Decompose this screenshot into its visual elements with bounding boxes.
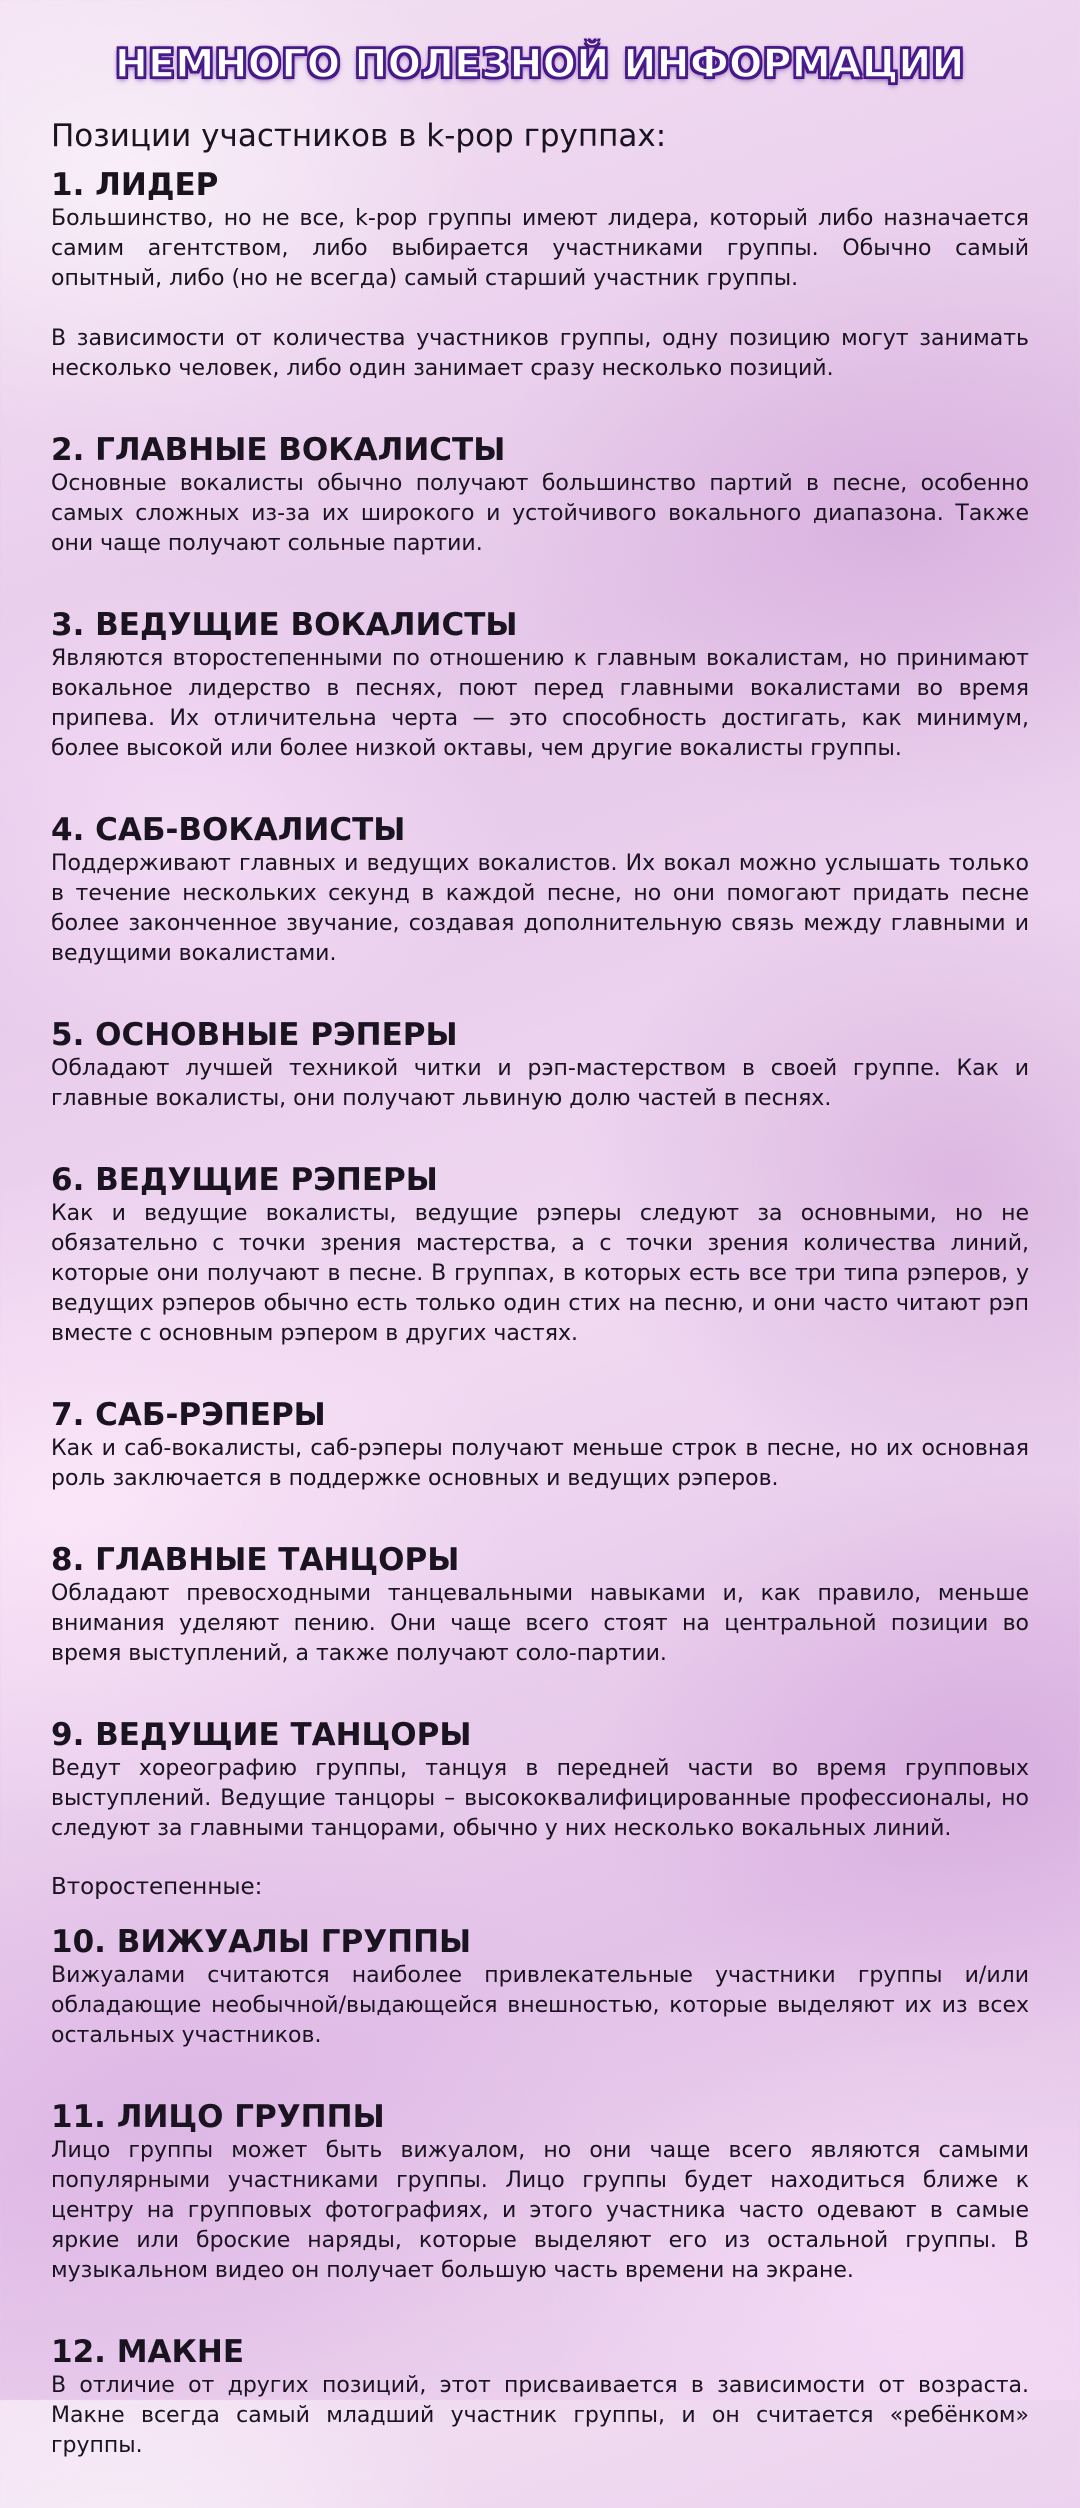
section-sub-rappers [51,1396,1029,1494]
section-heading: 1. ЛИДЕР [51,167,219,203]
section-visuals [51,1923,1029,2051]
section-text: Основные вокалисты обычно получают большинство партий в песне, особенно самых сложных из-за их широкого и устойчивого вокального диапазона. Также они чаще получают сольные партии. [51,471,1029,556]
section-text: Ведут хореографию группы, танцуя в передней части во время групповых выступлений. Ведущие танцоры – высококвалифицированные профессионалы, но следуют за главными танцорами, обычно у них несколько вокальных линий. [51,1756,1029,1841]
section-lead-dancers [51,1716,1029,1844]
section-sub-vocalists [51,811,1029,969]
section-heading: 12. МАКНЕ [51,2334,245,2370]
intro-heading: Позиции участников в k-pop группах: [51,118,667,154]
section-heading: 3. ВЕДУЩИЕ ВОКАЛИСТЫ [51,607,518,643]
banner-title: НЕМНОГО ПОЛЕЗНОЙ ИНФОРМАЦИИ [115,42,965,87]
section-heading: 9. ВЕДУЩИЕ ТАНЦОРЫ [51,1717,472,1753]
section-heading: 2. ГЛАВНЫЕ ВОКАЛИСТЫ [51,432,506,468]
section-lead-rappers [51,1161,1029,1349]
section-text: Вижуалами считаются наиболее привлекательные участники группы и/или обладающие необычной/выдающейся внешностью, которые выделяют их из всех остальных участников. [51,1963,1029,2048]
section-heading: 10. ВИЖУАЛЫ ГРУППЫ [51,1924,472,1960]
section-heading: 7. САБ-РЭПЕРЫ [51,1397,326,1433]
section-main-rappers [51,1016,1029,1114]
section-heading: 8. ГЛАВНЫЕ ТАНЦОРЫ [51,1542,460,1578]
section-text: Как и ведущие вокалисты, ведущие рэперы следуют за основными, но не обязательно с точки зрения мастерства, а с точки зрения количества линий, которые они получают в песне. В группах, в которых есть все три типа рэперов, у ведущих рэперов обычно есть только один стих на песню, и они часто читают рэп вместе с основным рэпером в других частях. [51,1201,1029,1346]
section-lead-vocalists [51,606,1029,764]
section-main-dancers [51,1541,1029,1669]
secondary-positions-label: Второстепенные: [51,1874,263,1900]
section-text: Обладают превосходными танцевальными навыками и, как правило, меньше внимания уделяют пению. Они чаще всего стоят на центральной позиции во время выступлений, а также получают соло-партии. [51,1581,1029,1666]
section-maknae [51,2333,1029,2461]
section-face-of-group [51,2098,1029,2286]
section-text: Лицо группы может быть вижуалом, но они чаще всего являются самыми популярными участниками группы. Лицо группы будет находиться ближе к центру на групповых фотографиях, и этого участника часто одевают в самые яркие или броские наряды, которые выделяют его из остальной группы. В музыкальном видео он получает большую часть времени на экране. [51,2138,1029,2283]
section-main-vocalists [51,431,1029,559]
section-heading: 11. ЛИЦО ГРУППЫ [51,2099,385,2135]
section-heading: 6. ВЕДУЩИЕ РЭПЕРЫ [51,1162,438,1198]
section-text: Являются второстепенными по отношению к главным вокалистам, но принимают вокальное лидерство в песнях, поют перед главными вокалистами во время припева. Их отличительна черта — это способность достигать, как минимум, более высокой или более низкой октавы, чем другие вокалисты группы. [51,646,1029,761]
section-text: Как и саб-вокалисты, саб-рэперы получают меньше строк в песне, но их основная роль заключается в поддержке основных и ведущих рэперов. [51,1436,1029,1491]
section-heading: 5. ОСНОВНЫЕ РЭПЕРЫ [51,1017,458,1053]
section-heading: 4. САБ-ВОКАЛИСТЫ [51,812,406,848]
section-text: Большинство, но не все, k-pop группы имеют лидера, который либо назначается самим агентством, либо выбирается участниками группы. Обычно самый опытный, либо (но не всегда) самый старший участник группы. [51,206,1029,291]
section-leader [51,166,1029,384]
section-text: В отличие от других позиций, этот присваивается в зависимости от возраста. Макне всегда самый младший участник группы, и он считается «ребёнком» группы. [51,2373,1029,2458]
content-column [51,116,1029,2508]
section-text: Поддерживают главных и ведущих вокалистов. Их вокал можно услышать только в течение нескольких секунд в каждой песне, но они помогают придать песне более законченное звучание, создавая дополнительную связь между главными и ведущими вокалистами. [51,851,1029,966]
section-text: В зависимости от количества участников группы, одну позицию могут занимать несколько человек, либо один занимает сразу несколько позиций. [51,326,1029,381]
section-text: Обладают лучшей техникой читки и рэп-мастерством в своей группе. Как и главные вокалисты, они получают львиную долю частей в песнях. [51,1056,1029,1111]
